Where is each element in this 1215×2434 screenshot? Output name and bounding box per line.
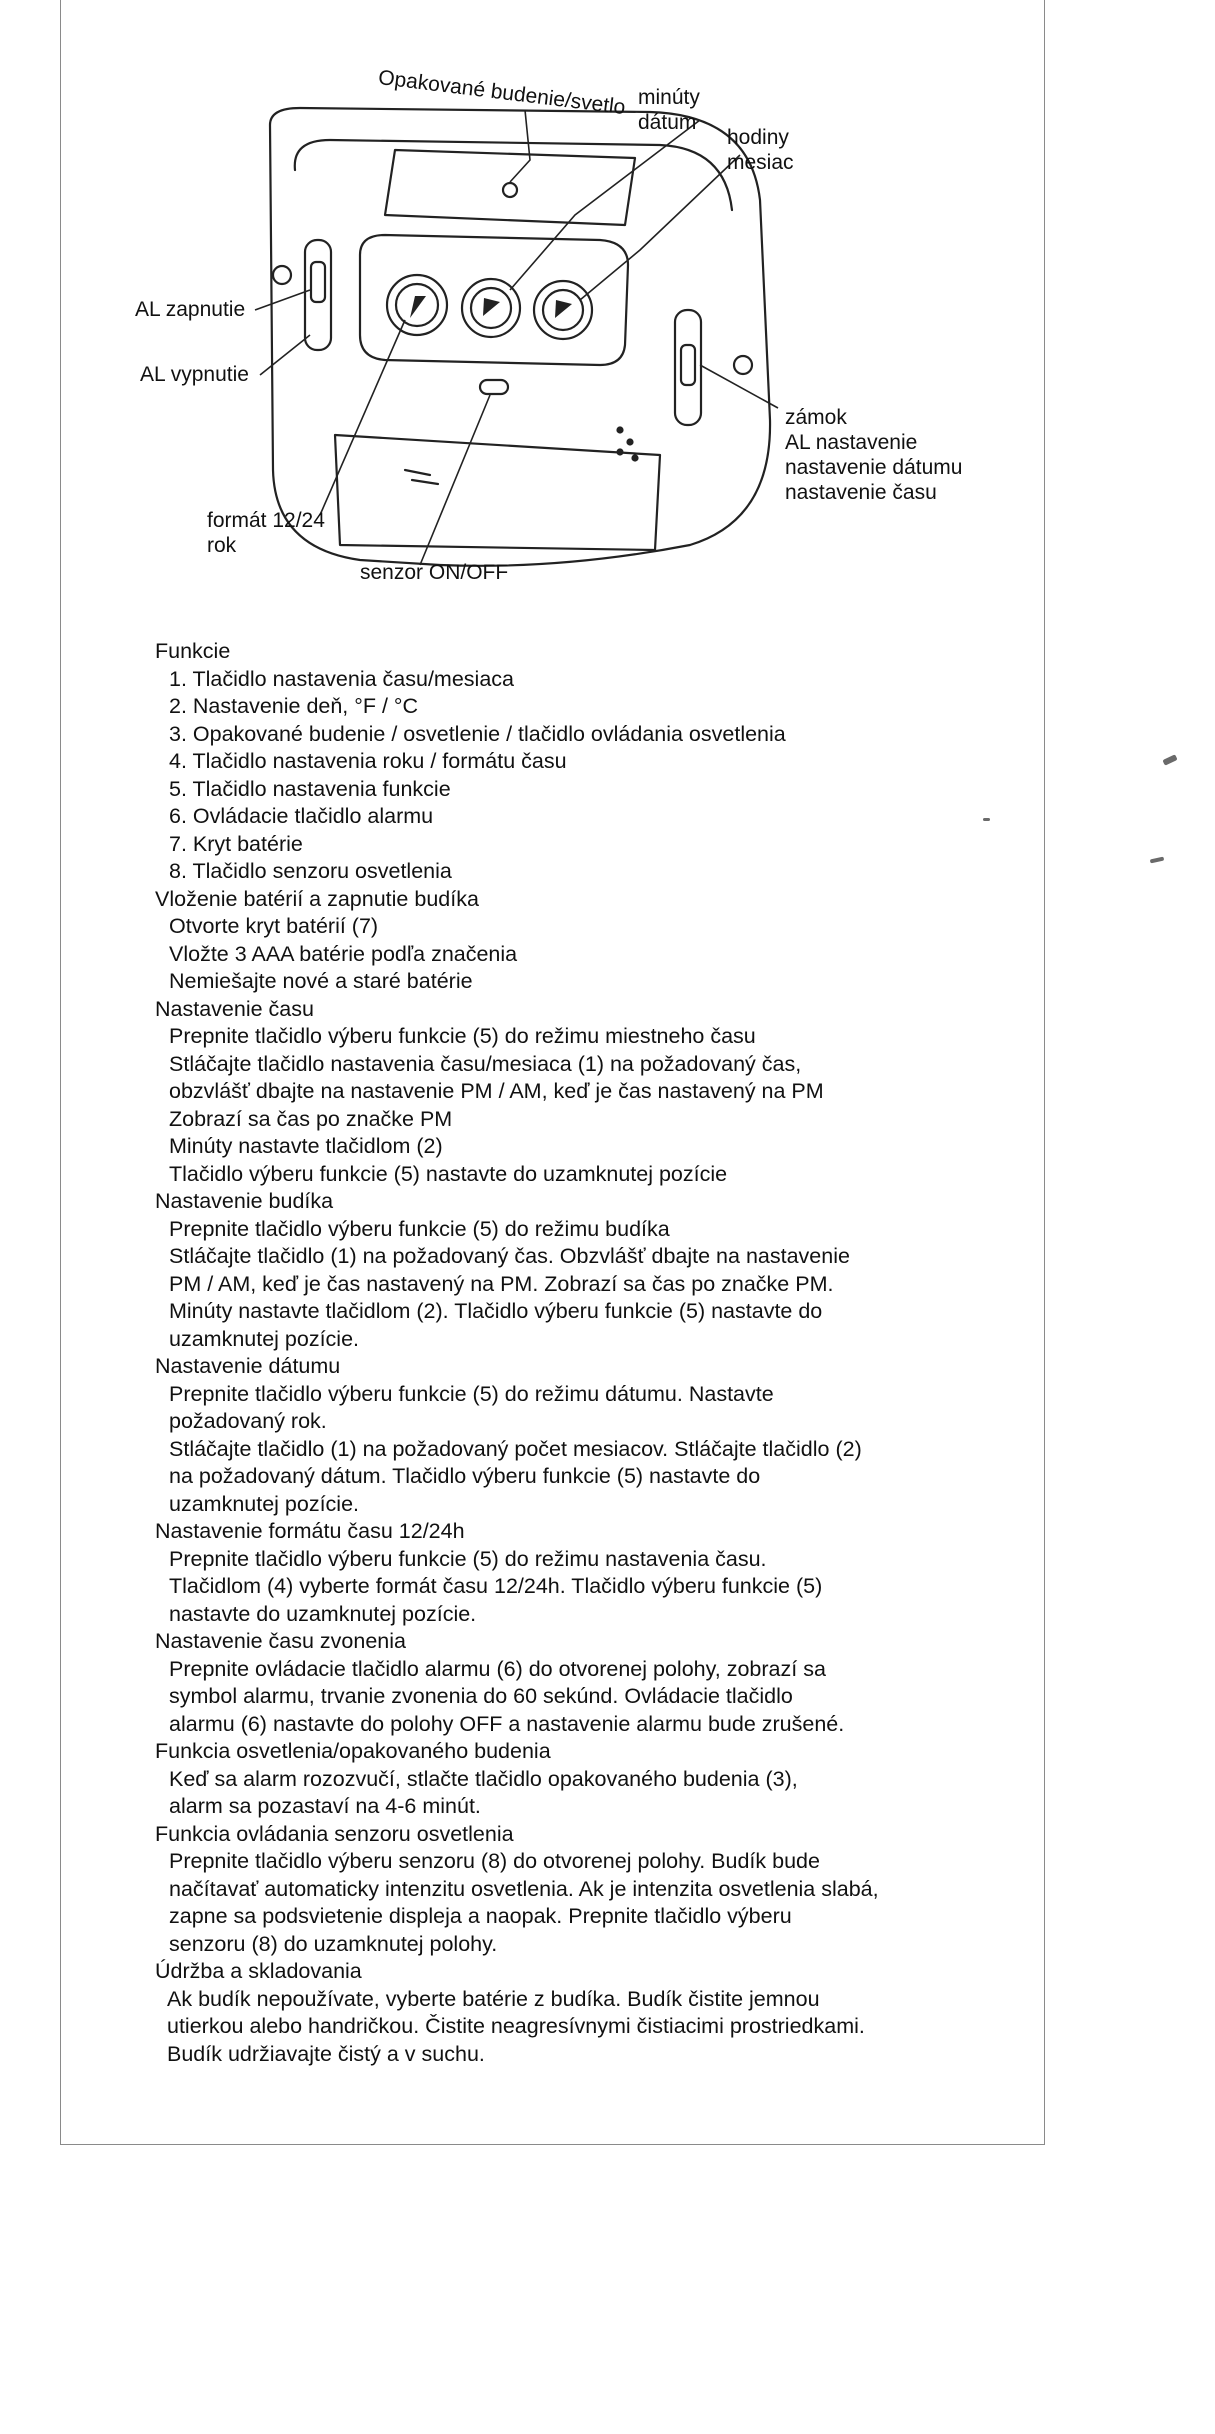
label-lock: zámok [785, 406, 847, 429]
mode-switch-knob [681, 345, 695, 385]
clock-body-outline [270, 108, 770, 566]
button-panel [360, 235, 628, 365]
sensor-line: senzoru (8) do uzamknutej polohy. [169, 1931, 498, 1956]
date-line: uzamknutej pozície. [169, 1491, 360, 1516]
ring-line: symbol alarmu, trvanie zvonenia do 60 sekúnd. Ovládacie tlačidlo [169, 1684, 793, 1708]
label-format: formát 12/24 [207, 509, 325, 532]
section-heading-ring: Nastavenie času zvonenia [155, 1629, 406, 1653]
date-line: na požadovaný dátum. Tlačidlo výberu funkcie (5) nastavte do [169, 1464, 761, 1488]
date-line: Stláčajte tlačidlo (1) na požadovaný počet mesiacov. Stláčajte tlačidlo (2) [169, 1436, 862, 1461]
clock-diagram [60, 0, 1045, 620]
function-item: 1. Tlačidlo nastavenia času/mesiaca [169, 666, 514, 691]
section-heading-battery: Vloženie batérií a zapnutie budíka [155, 886, 479, 911]
alarm-line: PM / AM, keď je čas nastavený na PM. Zobrazí sa čas po značke PM. [169, 1271, 834, 1296]
button-format-arrow [410, 296, 426, 318]
display-window [385, 150, 635, 225]
maintenance-line: Budík udržiavajte čistý a v suchu. [167, 2041, 485, 2066]
function-item: 4. Tlačidlo nastavenia roku / formátu času [169, 749, 567, 773]
scan-speck [983, 818, 990, 821]
snooze-top-button [503, 183, 517, 197]
section-heading-sensor: Funkcia ovládania senzoru osvetlenia [155, 1821, 514, 1846]
ring-line: alarmu (6) nastavte do polohy OFF a nastavenie alarmu bude zrušené. [169, 1711, 845, 1736]
snooze-line: Keď sa alarm rozozvučí, stlačte tlačidlo opakovaného budenia (3), [169, 1766, 798, 1791]
alarm-line: Prepnite tlačidlo výberu funkcie (5) do režimu budíka [169, 1216, 670, 1241]
alarm-line: Minúty nastavte tlačidlom (2). Tlačidlo výberu funkcie (5) nastavte do [169, 1299, 823, 1323]
section-heading-time: Nastavenie času [155, 996, 314, 1021]
right-peg [734, 356, 752, 374]
label-snooze-light: Opakované budenie/svetlo [377, 65, 627, 120]
label-al-on: AL zapnutie [135, 298, 246, 321]
time-line: Minúty nastavte tlačidlom (2) [169, 1134, 443, 1158]
leader-al-off [260, 335, 310, 375]
label-hours: hodiny [727, 126, 789, 149]
time-line: Zobrazí sa čas po značke PM [169, 1106, 453, 1131]
format-line: nastavte do uzamknutej pozície. [169, 1601, 477, 1626]
section-heading-functions: Funkcie [155, 639, 231, 663]
maintenance-line: Ak budík nepoužívate, vyberte batérie z budíka. Budík čistite jemnou [167, 1986, 820, 2011]
al-switch-knob [311, 262, 325, 302]
maintenance-line: utierkou alebo handričkou. Čistite neagresívnymi čistiacimi prostriedkami. [167, 2014, 865, 2038]
left-peg [273, 266, 291, 284]
section-heading-maintenance: Údržba a skladovania [155, 1959, 362, 1983]
battery-line: Nemiešajte nové a staré batérie [169, 969, 473, 993]
label-al-setting: AL nastavenie [785, 431, 918, 454]
function-item: 3. Opakované budenie / osvetlenie / tlačidlo ovládania osvetlenia [169, 721, 786, 746]
scan-speck [1150, 857, 1165, 864]
label-minutes: minúty [638, 86, 700, 109]
battery-cover [335, 435, 660, 550]
speaker-hole [618, 428, 623, 433]
section-heading-alarm: Nastavenie budíka [155, 1189, 334, 1213]
label-time-setting: nastavenie času [785, 481, 937, 504]
section-heading-format: Nastavenie formátu času 12/24h [155, 1519, 465, 1543]
button-hours-arrow [555, 300, 572, 318]
label-sensor: senzor ON/OFF [360, 561, 509, 584]
alarm-line: uzamknutej pozície. [169, 1326, 360, 1351]
battery-line: Vložte 3 AAA batérie podľa značenia [169, 941, 518, 966]
leader-sensor [420, 395, 490, 565]
label-month: mesiac [727, 151, 794, 174]
format-line: Tlačidlom (4) vyberte formát času 12/24h. Tlačidlo výberu funkcie (5) [169, 1574, 823, 1598]
al-switch-track [305, 240, 331, 350]
function-item: 6. Ovládacie tlačidlo alarmu [169, 804, 434, 828]
ring-line: Prepnite ovládacie tlačidlo alarmu (6) do otvorenej polohy, zobrazí sa [169, 1656, 826, 1681]
function-item: 7. Kryt batérie [169, 831, 303, 856]
leader-al-on [255, 290, 310, 310]
leader-snooze [510, 110, 530, 182]
section-heading-date: Nastavenie dátumu [155, 1354, 341, 1378]
speaker-hole [618, 450, 623, 455]
sensor-line: načítavať automaticky intenzitu osvetlenia. Ak je intenzita osvetlenia slabá, [169, 1876, 879, 1901]
function-item: 8. Tlačidlo senzoru osvetlenia [169, 859, 452, 883]
battery-cover-mark [405, 470, 438, 484]
sensor-line: zapne sa podsvietenie displeja a naopak. Prepnite tlačidlo výberu [169, 1904, 792, 1928]
button-minutes-arrow [483, 298, 500, 316]
date-line: Prepnite tlačidlo výberu funkcie (5) do režimu dátumu. Nastavte [169, 1381, 774, 1406]
date-line: požadovaný rok. [169, 1409, 327, 1433]
format-line: Prepnite tlačidlo výberu funkcie (5) do režimu nastavenia času. [169, 1546, 767, 1571]
label-al-off: AL vypnutie [140, 363, 249, 386]
time-line: Stláčajte tlačidlo nastavenia času/mesiaca (1) na požadovaný čas, [169, 1051, 802, 1076]
section-heading-snooze: Funkcia osvetlenia/opakovaného budenia [155, 1739, 551, 1763]
function-item: 5. Tlačidlo nastavenia funkcie [169, 776, 451, 801]
leader-hours [580, 155, 740, 300]
instructions [155, 638, 1015, 2068]
alarm-line: Stláčajte tlačidlo (1) na požadovaný čas. Obzvlášť dbajte na nastavenie [169, 1244, 850, 1268]
sensor-line: Prepnite tlačidlo výberu senzoru (8) do otvorenej polohy. Budík bude [169, 1849, 820, 1873]
snooze-line: alarm sa pozastaví na 4-6 minút. [169, 1794, 481, 1818]
function-item: 2. Nastavenie deň, °F / °C [169, 694, 419, 718]
time-line: obzvlášť dbajte na nastavenie PM / AM, keď je čas nastavený na PM [169, 1079, 824, 1103]
time-line: Tlačidlo výberu funkcie (5) nastavte do uzamknutej pozície [169, 1161, 728, 1186]
scan-speck [1162, 754, 1177, 765]
sensor-switch [480, 380, 508, 394]
label-date-setting: nastavenie dátumu [785, 456, 963, 479]
mode-switch-track [675, 310, 701, 425]
clock-inner-contour [295, 140, 732, 210]
speaker-hole [628, 440, 633, 445]
time-line: Prepnite tlačidlo výberu funkcie (5) do režimu miestneho času [169, 1024, 756, 1048]
label-date: dátum [638, 111, 697, 134]
leader-lock [700, 365, 778, 408]
battery-line: Otvorte kryt batérií (7) [169, 914, 379, 938]
speaker-hole [633, 456, 638, 461]
label-year: rok [207, 534, 237, 557]
